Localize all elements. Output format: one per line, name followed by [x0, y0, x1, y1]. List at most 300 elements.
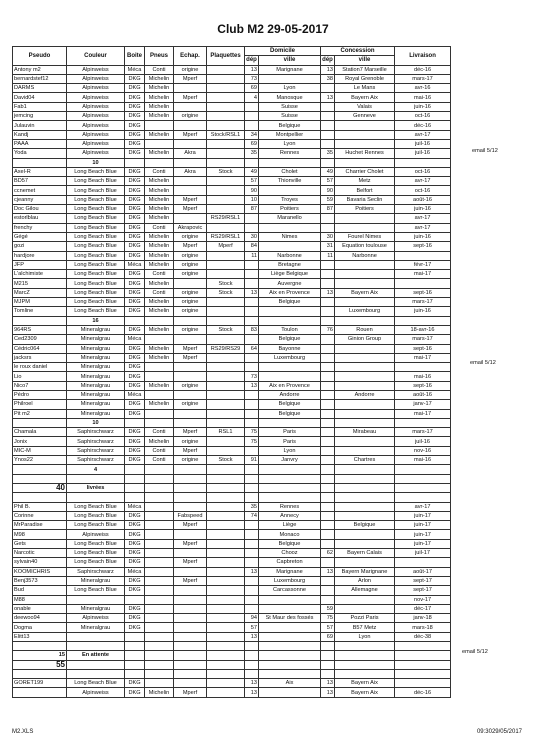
- empty-cell: [335, 418, 395, 427]
- table-cell: Long Beach Blue: [67, 232, 125, 241]
- table-cell: Pédro: [13, 390, 67, 399]
- table-cell: [321, 112, 335, 121]
- table-cell: Gets: [13, 539, 67, 548]
- table-cell: Luxembourg: [335, 307, 395, 316]
- table-row: [13, 74, 451, 83]
- table-cell: Akra: [174, 149, 207, 158]
- table-cell: sept-16: [395, 288, 451, 297]
- table-cell: Long Beach Blue: [67, 214, 125, 223]
- table-cell: 13: [321, 93, 335, 102]
- empty-cell: [395, 418, 451, 427]
- empty-cell: [125, 465, 145, 474]
- header-boite: Boite: [125, 47, 145, 66]
- table-cell: Chooz: [259, 549, 321, 558]
- table-cell: le roux daniel: [13, 363, 67, 372]
- table-cell: [207, 521, 245, 530]
- table-cell: mai-16: [395, 372, 451, 381]
- table-cell: [259, 688, 321, 697]
- table-cell: [335, 372, 395, 381]
- table-row: [13, 205, 451, 214]
- empty-cell: [13, 316, 67, 325]
- empty-cell: [174, 651, 207, 660]
- empty-cell: [259, 465, 321, 474]
- table-cell: [335, 511, 395, 520]
- table-cell: 59: [321, 195, 335, 204]
- empty-cell: [13, 669, 67, 678]
- table-cell: Metz: [335, 177, 395, 186]
- table-cell: [145, 576, 174, 585]
- table-cell: [335, 381, 395, 390]
- table-cell: Michelin: [145, 251, 174, 260]
- header-domicile-ville: ville: [259, 56, 321, 65]
- empty-cell: [207, 158, 245, 167]
- table-cell: [145, 586, 174, 595]
- empty-cell: [13, 158, 67, 167]
- blank-row: [13, 642, 451, 651]
- empty-cell: [207, 660, 245, 669]
- table-cell: Long Beach Blue: [67, 167, 125, 176]
- table-cell: [245, 576, 259, 585]
- table-cell: DKG: [125, 130, 145, 139]
- table-cell: juin-16: [395, 307, 451, 316]
- table-cell: Mineralgrau: [67, 381, 125, 390]
- table-row: [13, 112, 451, 121]
- empty-cell: [207, 474, 245, 483]
- table-cell: B57 Metz: [335, 623, 395, 632]
- table-cell: [245, 539, 259, 548]
- table-cell: [335, 270, 395, 279]
- table-cell: déc-17: [395, 604, 451, 613]
- table-cell: Mineralgrau: [67, 400, 125, 409]
- table-cell: Elitt13: [13, 632, 67, 641]
- table-cell: Valais: [335, 102, 395, 111]
- table-cell: DKG: [125, 363, 145, 372]
- table-cell: Yoda: [13, 149, 67, 158]
- table-cell: août-17: [395, 567, 451, 576]
- group-count-row: [13, 158, 451, 167]
- table-cell: Méca: [125, 502, 145, 511]
- table-cell: [67, 632, 125, 641]
- empty-cell: [335, 669, 395, 678]
- table-row: [13, 688, 451, 697]
- table-cell: DKG: [125, 456, 145, 465]
- table-cell: Conti: [145, 446, 174, 455]
- table-cell: 13: [245, 688, 259, 697]
- table-cell: mai-17: [395, 270, 451, 279]
- table-cell: KOOMICHRIS: [13, 567, 67, 576]
- table-cell: Bayern Calais: [335, 549, 395, 558]
- table-cell: [207, 84, 245, 93]
- table-cell: août-16: [395, 390, 451, 399]
- table-cell: Alpinweiss: [67, 130, 125, 139]
- table-cell: [174, 679, 207, 688]
- table-cell: 69: [245, 139, 259, 148]
- table-cell: [259, 223, 321, 232]
- group-count: 10: [67, 158, 125, 167]
- table-cell: 13: [321, 688, 335, 697]
- table-cell: Long Beach Blue: [67, 298, 125, 307]
- table-cell: Long Beach Blue: [67, 679, 125, 688]
- table-cell: Cholet: [259, 167, 321, 176]
- table-cell: DKG: [125, 232, 145, 241]
- table-cell: 90: [321, 186, 335, 195]
- table-cell: RS29/RSL1: [207, 232, 245, 241]
- table-cell: avr-17: [395, 502, 451, 511]
- table-cell: [245, 530, 259, 539]
- table-cell: [245, 604, 259, 613]
- table-cell: Méca: [125, 260, 145, 269]
- table-cell: [335, 344, 395, 353]
- table-cell: Michelin: [145, 84, 174, 93]
- group-count: 10: [67, 418, 125, 427]
- table-cell: Monaco: [259, 530, 321, 539]
- table-cell: [245, 260, 259, 269]
- table-cell: Mperf: [174, 539, 207, 548]
- table-row: [13, 121, 451, 130]
- empty-cell: [321, 651, 335, 660]
- table-cell: Nimes: [259, 232, 321, 241]
- table-cell: Ynos22: [13, 456, 67, 465]
- table-cell: Conti: [145, 167, 174, 176]
- table-cell: juin-16: [395, 205, 451, 214]
- table-cell: 64: [245, 344, 259, 353]
- table-cell: Stock: [207, 456, 245, 465]
- table-cell: MarcZ: [13, 288, 67, 297]
- table-row: [13, 251, 451, 260]
- table-cell: [321, 223, 335, 232]
- table-row: [13, 409, 451, 418]
- table-cell: [207, 595, 245, 604]
- table-row: [13, 344, 451, 353]
- table-cell: [321, 372, 335, 381]
- table-cell: [321, 381, 335, 390]
- table-cell: [207, 381, 245, 390]
- table-row: [13, 186, 451, 195]
- table-cell: origine: [174, 65, 207, 74]
- table-cell: Ginion Group: [335, 335, 395, 344]
- table-cell: 75: [245, 437, 259, 446]
- table-cell: [245, 390, 259, 399]
- pending-row-count-center: En attente: [67, 651, 125, 660]
- table-cell: DKG: [125, 223, 145, 232]
- table-cell: Saphirschwarz: [67, 567, 125, 576]
- table-cell: 34: [245, 130, 259, 139]
- table-cell: [321, 84, 335, 93]
- table-cell: Mperf: [174, 446, 207, 455]
- table-cell: mai-17: [395, 353, 451, 362]
- table-row: [13, 446, 451, 455]
- table-cell: DKG: [125, 679, 145, 688]
- table-cell: Cédric064: [13, 344, 67, 353]
- table-cell: bernardstef12: [13, 74, 67, 83]
- table-cell: Alpinweiss: [67, 102, 125, 111]
- table-cell: [145, 567, 174, 576]
- empty-cell: [395, 669, 451, 678]
- table-cell: 13: [321, 65, 335, 74]
- table-cell: Mperf: [207, 242, 245, 251]
- empty-cell: [335, 651, 395, 660]
- table-cell: Mperf: [174, 521, 207, 530]
- empty-cell: [174, 660, 207, 669]
- empty-cell: [67, 493, 125, 502]
- table-cell: [321, 307, 335, 316]
- table-cell: [335, 139, 395, 148]
- table-cell: Poitiers: [259, 205, 321, 214]
- table-cell: avr-17: [395, 177, 451, 186]
- empty-cell: [321, 660, 335, 669]
- table-row: [13, 195, 451, 204]
- table-cell: [207, 539, 245, 548]
- table-cell: [145, 335, 174, 344]
- table-cell: [321, 511, 335, 520]
- table-cell: Michelin: [145, 93, 174, 102]
- table-cell: Mineralgrau: [67, 390, 125, 399]
- table-cell: Allemagne: [335, 586, 395, 595]
- table-cell: Equation toulouse: [335, 242, 395, 251]
- table-cell: DKG: [125, 205, 145, 214]
- empty-cell: [335, 158, 395, 167]
- table-cell: [174, 214, 207, 223]
- table-cell: [174, 567, 207, 576]
- table-cell: Thionville: [259, 177, 321, 186]
- table-cell: [174, 614, 207, 623]
- table-cell: [321, 539, 335, 548]
- table-cell: [259, 632, 321, 641]
- table-cell: [145, 511, 174, 520]
- table-cell: Michelin: [145, 344, 174, 353]
- table-cell: MJPM: [13, 298, 67, 307]
- empty-cell: [67, 474, 125, 483]
- group-count-row: [13, 418, 451, 427]
- table-cell: [207, 688, 245, 697]
- table-cell: [245, 223, 259, 232]
- table-cell: avr-17: [395, 214, 451, 223]
- table-cell: DKG: [125, 446, 145, 455]
- table-cell: Akrapovic: [174, 223, 207, 232]
- empty-cell: [259, 316, 321, 325]
- table-cell: Mineralgrau: [67, 409, 125, 418]
- table-cell: Rennes: [259, 149, 321, 158]
- table-cell: Station7 Marseille: [335, 65, 395, 74]
- table-cell: janv-18: [395, 614, 451, 623]
- table-cell: Mperf: [174, 688, 207, 697]
- table-cell: Carcassonne: [259, 586, 321, 595]
- table-cell: [207, 576, 245, 585]
- header-echap: Echap.: [174, 47, 207, 66]
- table-cell: oct-16: [395, 167, 451, 176]
- table-cell: Marignane: [259, 65, 321, 74]
- empty-cell: [174, 316, 207, 325]
- table-cell: DKG: [125, 214, 145, 223]
- table-cell: Long Beach Blue: [67, 307, 125, 316]
- table-cell: DKG: [125, 139, 145, 148]
- table-cell: 94: [245, 614, 259, 623]
- table-cell: nov-17: [395, 595, 451, 604]
- table-cell: Stock: [207, 279, 245, 288]
- table-cell: origine: [174, 325, 207, 334]
- empty-cell: [335, 316, 395, 325]
- table-cell: DKG: [125, 614, 145, 623]
- table-cell: [145, 372, 174, 381]
- table-cell: Tomline: [13, 307, 67, 316]
- empty-cell: [245, 474, 259, 483]
- table-cell: Lyon: [259, 446, 321, 455]
- table-cell: Long Beach Blue: [67, 511, 125, 520]
- table-cell: 57: [245, 623, 259, 632]
- table-cell: DKG: [125, 576, 145, 585]
- table-cell: Rouen: [335, 325, 395, 334]
- table-cell: Mirabeau: [335, 428, 395, 437]
- table-cell: [245, 112, 259, 121]
- table-cell: Belgique: [259, 335, 321, 344]
- table-cell: [145, 530, 174, 539]
- table-cell: [335, 604, 395, 613]
- table-cell: juin-17: [395, 511, 451, 520]
- empty-cell: [125, 493, 145, 502]
- table-cell: GORET199: [13, 679, 67, 688]
- table-cell: [321, 595, 335, 604]
- table-cell: déc-16: [395, 688, 451, 697]
- table-cell: DKG: [125, 511, 145, 520]
- table-cell: [145, 604, 174, 613]
- empty-cell: [13, 465, 67, 474]
- header-pneus: Pneus: [145, 47, 174, 66]
- pending-row: [13, 651, 451, 660]
- table-row: [13, 549, 451, 558]
- table-row: [13, 604, 451, 613]
- table-cell: DKG: [125, 530, 145, 539]
- table-cell: [174, 586, 207, 595]
- table-cell: Saphirschwarz: [67, 446, 125, 455]
- table-cell: juin-17: [395, 521, 451, 530]
- table-cell: Bud: [13, 586, 67, 595]
- table-cell: [174, 186, 207, 195]
- header-couleur: Couleur: [67, 47, 125, 66]
- table-cell: Aix en Provence: [259, 288, 321, 297]
- table-cell: [174, 390, 207, 399]
- table-row: [13, 223, 451, 232]
- table-cell: déc-16: [395, 121, 451, 130]
- empty-cell: [321, 483, 335, 492]
- empty-cell: [207, 642, 245, 651]
- table-cell: juin-17: [395, 539, 451, 548]
- table-cell: Michelin: [145, 353, 174, 362]
- table-cell: Mperf: [174, 205, 207, 214]
- table-cell: [145, 539, 174, 548]
- table-cell: [207, 437, 245, 446]
- table-cell: juin-17: [395, 530, 451, 539]
- table-cell: origine: [174, 381, 207, 390]
- table-cell: Michelin: [145, 177, 174, 186]
- table-cell: [174, 604, 207, 613]
- table-cell: [245, 558, 259, 567]
- empty-cell: [207, 465, 245, 474]
- table-cell: origine: [174, 298, 207, 307]
- table-cell: [335, 298, 395, 307]
- table-cell: [207, 679, 245, 688]
- empty-cell: [245, 660, 259, 669]
- table-cell: [321, 270, 335, 279]
- table-cell: [395, 679, 451, 688]
- table-cell: Alpinweiss: [67, 84, 125, 93]
- table-cell: 11: [245, 251, 259, 260]
- empty-cell: [335, 660, 395, 669]
- table-cell: DKG: [125, 539, 145, 548]
- table-cell: [145, 390, 174, 399]
- table-cell: [67, 595, 125, 604]
- table-cell: Belgique: [259, 121, 321, 130]
- table-cell: Fourel Nimes: [335, 232, 395, 241]
- table-cell: Long Beach Blue: [67, 549, 125, 558]
- table-cell: PAAA: [13, 139, 67, 148]
- table-cell: Bayern Aix: [335, 679, 395, 688]
- table-cell: [174, 502, 207, 511]
- table-cell: MrParadise: [13, 521, 67, 530]
- table-cell: 49: [245, 167, 259, 176]
- table-cell: Fabspeed: [174, 511, 207, 520]
- table-cell: Michelin: [145, 279, 174, 288]
- table-cell: oct-16: [395, 112, 451, 121]
- table-cell: [174, 279, 207, 288]
- table-cell: Long Beach Blue: [67, 279, 125, 288]
- table-cell: juil-16: [395, 437, 451, 446]
- table-cell: Capbreton: [259, 558, 321, 567]
- table-cell: [321, 530, 335, 539]
- total-row-count: 40: [13, 483, 67, 492]
- table-cell: Doc Gilou: [13, 205, 67, 214]
- table-cell: 59: [321, 604, 335, 613]
- table-row: [13, 428, 451, 437]
- table-cell: août-16: [395, 195, 451, 204]
- table-cell: sept-17: [395, 586, 451, 595]
- table-cell: [245, 363, 259, 372]
- table-cell: MIC-M: [13, 446, 67, 455]
- table-cell: [207, 335, 245, 344]
- table-cell: 76: [321, 325, 335, 334]
- table-cell: [245, 307, 259, 316]
- empty-cell: [245, 316, 259, 325]
- table-cell: jemcing: [13, 112, 67, 121]
- table-cell: [259, 242, 321, 251]
- table-cell: [395, 558, 451, 567]
- table-row: [13, 381, 451, 390]
- table-cell: Liège Belgique: [259, 270, 321, 279]
- table-cell: Narbonne: [259, 251, 321, 260]
- table-cell: 35: [321, 149, 335, 158]
- table-cell: Alpinweiss: [67, 139, 125, 148]
- table-row: [13, 288, 451, 297]
- table-cell: Alpinweiss: [67, 74, 125, 83]
- table-cell: [174, 363, 207, 372]
- table-cell: [207, 65, 245, 74]
- table-row: [13, 456, 451, 465]
- empty-cell: [395, 474, 451, 483]
- empty-cell: [145, 474, 174, 483]
- table-cell: mars-17: [395, 298, 451, 307]
- table-cell: 13: [245, 632, 259, 641]
- table-cell: [321, 437, 335, 446]
- table-cell: DKG: [125, 84, 145, 93]
- empty-cell: [259, 660, 321, 669]
- table-cell: [207, 604, 245, 613]
- table-cell: [207, 93, 245, 102]
- table-cell: DKG: [125, 353, 145, 362]
- table-cell: Long Beach Blue: [67, 558, 125, 567]
- table-cell: Long Beach Blue: [67, 521, 125, 530]
- table-cell: [174, 623, 207, 632]
- table-cell: [335, 279, 395, 288]
- table-cell: 10: [245, 195, 259, 204]
